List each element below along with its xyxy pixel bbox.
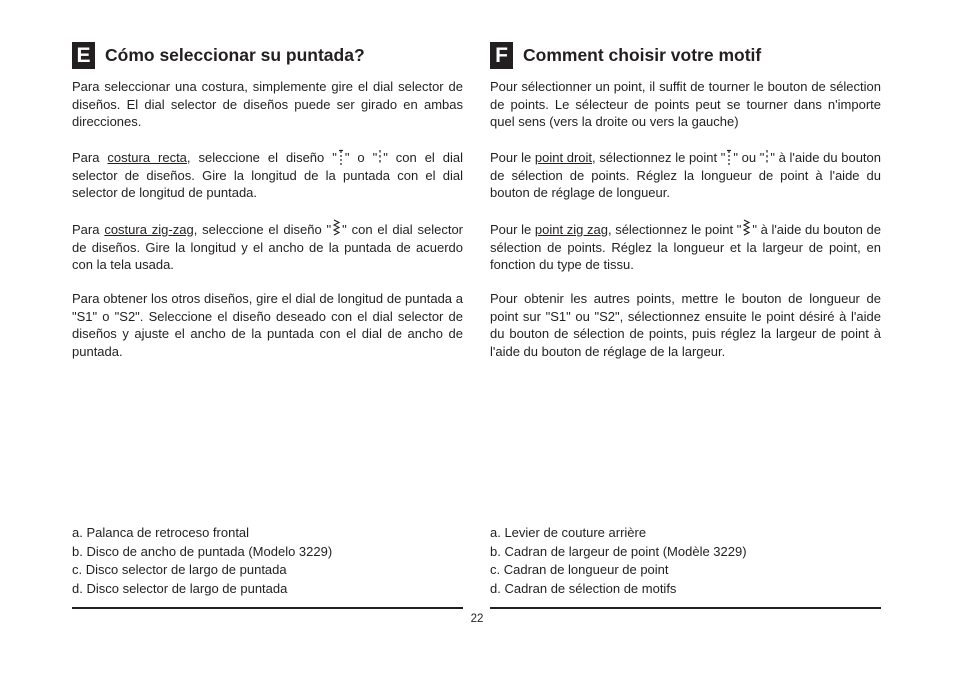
caption-item: d. Cadran de sélection de motifs (490, 580, 677, 596)
parts-caption-list (490, 524, 881, 598)
straight-stitch-link-text: costura recta (107, 150, 187, 165)
straight-stitch-link-text: point droit (534, 150, 593, 165)
zigzag-stitch-icon (332, 219, 341, 237)
zigzag-stitch-paragraph: Pour le point zig zag, sélectionnez le point " " à l'aide du bouton de sélection de points. Réglez la longueur et la largeur de point, en fonction du type de tissu. (490, 219, 881, 274)
caption-item: c. Disco selector de largo de puntada (72, 562, 287, 577)
section-header (72, 40, 463, 70)
section-title: Cómo seleccionar su puntada? (105, 44, 365, 65)
parts-caption-list (72, 524, 463, 598)
other-stitches-paragraph: Pour obtenir les autres points, mettre le bouton de longueur de point sur "S1" ou "S2", sélectionnez ensuite le point désiré à l'aide du bouton de sélection de points, puis réglez la largeur de point à l'aide du bouton de réglage de la largeur. (490, 291, 881, 359)
straight-stitch-icon (765, 149, 769, 165)
zigzag-stitch-link-text: costura zig-zag (104, 222, 194, 237)
caption-item: c. Cadran de longueur de point (490, 562, 669, 577)
section-spanish (72, 40, 463, 596)
other-stitches-paragraph: Para obtener los otros diseños, gire el dial de longitud de puntada a "S1" o "S2". Seleccione el diseño deseado con el dial selector de diseños y ajuste el ancho de la puntada con el dial de ancho de puntada. (72, 291, 463, 359)
footer-rule-right (490, 607, 881, 609)
intro-paragraph: Para seleccionar una costura, simplemente gire el dial selector de diseños. El dial selector de diseños puede ser girado en ambas direcciones. (72, 79, 463, 129)
section-header (490, 40, 881, 70)
page-number: 22 (470, 613, 484, 625)
straight-stitch-icon (378, 149, 382, 165)
straight-stitch-top-icon (726, 149, 732, 165)
zigzag-stitch-paragraph: Para costura zig-zag, seleccione el diseño " " con el dial selector de diseños. Gire la longitud y el ancho de la puntada de acuerdo con la tela usada. (72, 219, 463, 274)
section-french (490, 40, 881, 596)
straight-stitch-paragraph: Pour le point droit, sélectionnez le point " " ou " " à l'aide du bouton de sélection de points. Réglez la longueur de point à l'aide du bouton de réglage de longueur. (490, 150, 881, 200)
zigzag-stitch-link-text: point zig zag (534, 222, 608, 237)
footer-rule-left (72, 607, 463, 609)
straight-stitch-paragraph: Para costura recta, seleccione el diseño " " o " " con el dial selector de diseños. Gire la longitud de la puntada con el dial selector de longitud de puntada. (72, 150, 463, 200)
language-badge: E (72, 42, 95, 69)
caption-item: d. Disco selector de largo de puntada (72, 580, 288, 596)
caption-item: b. Disco de ancho de puntada (Modelo 3229) (72, 543, 333, 559)
caption-item: a. Palanca de retroceso frontal (72, 525, 250, 540)
section-title: Comment choisir votre motif (523, 44, 762, 65)
intro-paragraph: Pour sélectionner un point, il suffit de tourner le bouton de sélection de points. Le sélecteur de points peut se tourner dans n'importe quel sens (vers la droite ou vers la gauche) (490, 79, 881, 129)
language-badge: F (490, 42, 513, 69)
caption-item: b. Cadran de largeur de point (Modèle 3229) (490, 543, 747, 559)
zigzag-stitch-icon (742, 219, 751, 237)
straight-stitch-top-icon (338, 149, 344, 165)
caption-item: a. Levier de couture arrière (490, 525, 647, 540)
